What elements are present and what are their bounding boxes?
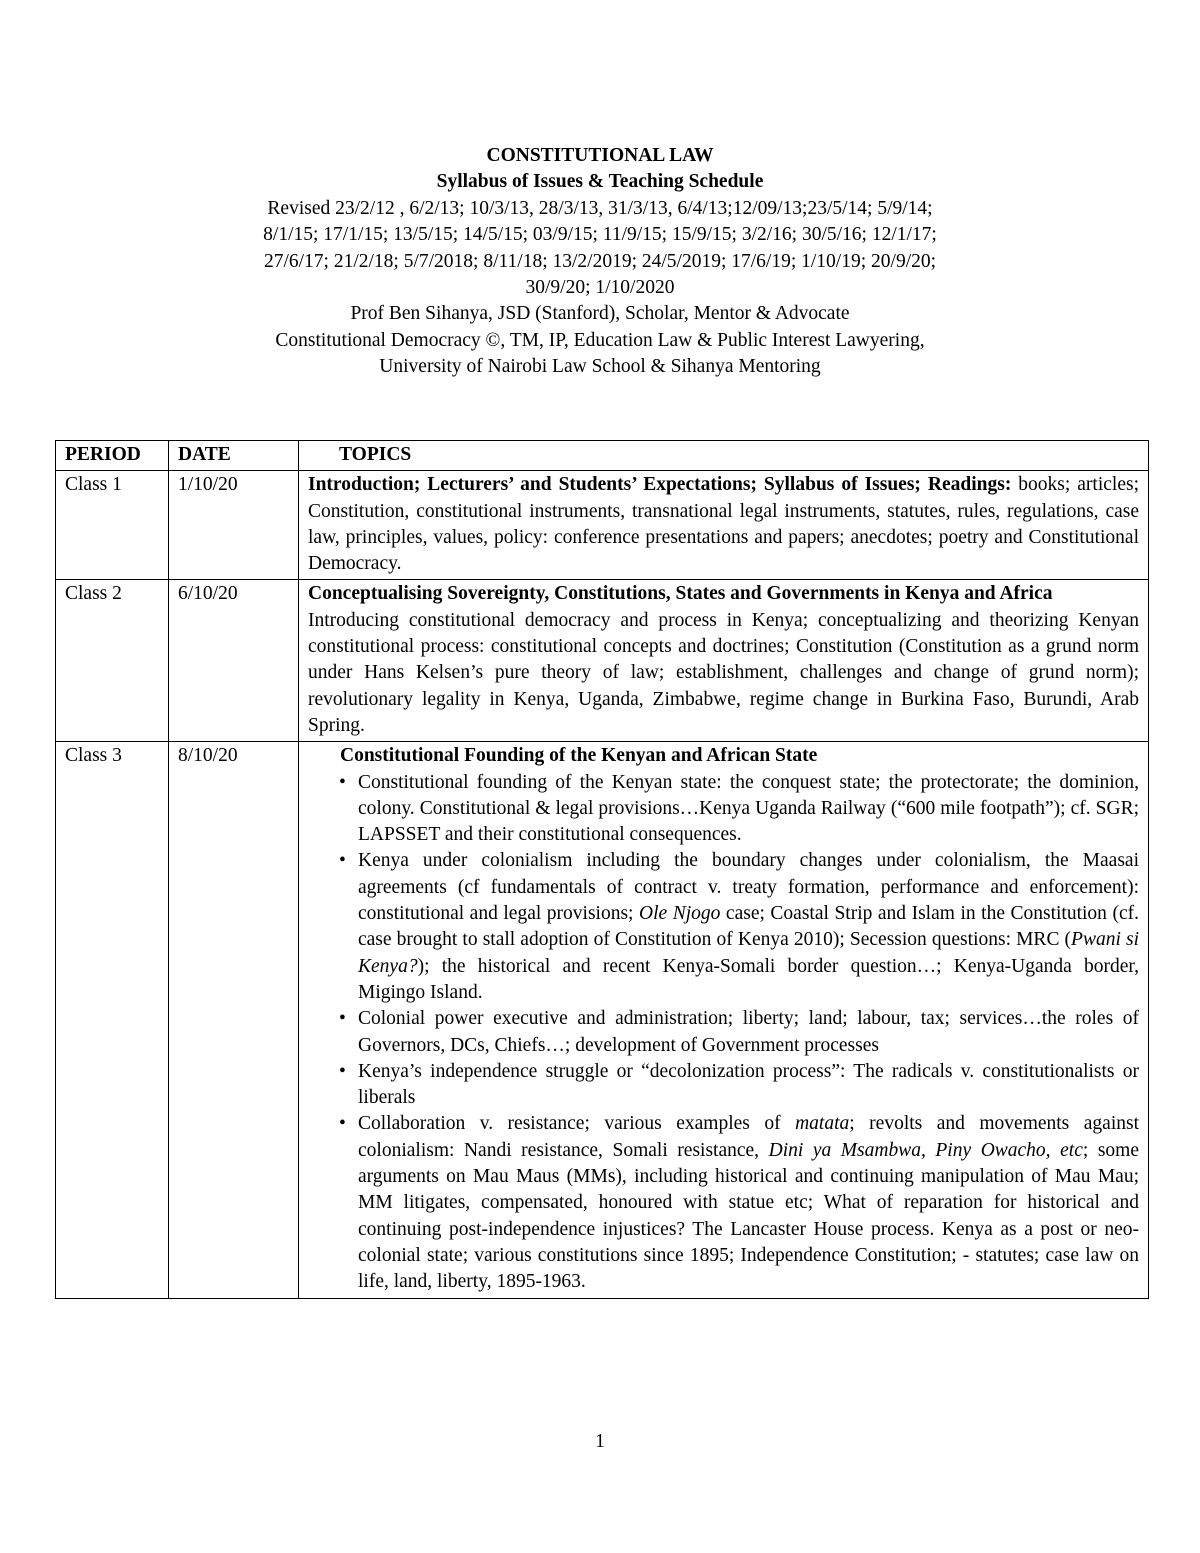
italic-text: Ole Njogo: [639, 903, 721, 925]
revision-dates-line: Revised 23/2/12 , 6/2/13; 10/3/13, 28/3/13, 31/3/13, 6/4/13;12/09/13;23/5/14; 5/9/14;: [267, 197, 933, 219]
affiliation-line: University of Nairobi Law School & Sihanya Mentoring: [379, 356, 821, 378]
column-header-topics: TOPICS: [299, 441, 1149, 471]
italic-text: Pwani si Kenya?: [358, 929, 1139, 977]
topic-paragraph: [308, 581, 1139, 607]
bullet-item: [358, 1111, 1139, 1295]
period-cell: Class 1: [56, 471, 169, 580]
bold-text: Conceptualising Sovereignty, Constitutions, States and Governments in Kenya and Africa: [308, 583, 1053, 605]
bullet-item: [358, 1006, 1139, 1059]
column-header-date: DATE: [169, 441, 299, 471]
table-row: [56, 580, 1149, 742]
author-line: Prof Ben Sihanya, JSD (Stanford), Scholar, Mentor & Advocate: [350, 303, 850, 325]
bullet-item: [358, 1059, 1139, 1112]
text-segment: ); the historical and recent Kenya-Somali border question…; Kenya-Uganda border, Migingo Island.: [358, 955, 1139, 1003]
text-segment: Constitutional founding of the Kenyan state: the conquest state; the protectorate; the dominion, colony. Constitutional & legal provisions…Kenya Uganda Railway (“600 mile footpath”); cf. SGR; LAPSSET and their constitutional consequences.: [358, 771, 1139, 846]
column-header-period: PERIOD: [56, 441, 169, 471]
text-segment: Colonial power executive and administration; liberty; land; labour, tax; services…the roles of Governors, DCs, Chiefs…; development of Government processes: [358, 1008, 1139, 1056]
text-segment: Kenya under colonialism including the boundary changes under colonialism, the Maasai agreements (cf fundamentals of contract v. treaty formation, performance and enforcement): constitutional and legal provisions;: [358, 850, 1139, 925]
text-segment: Collaboration v. resistance; various examples of: [358, 1113, 796, 1135]
period-cell: Class 3: [56, 742, 169, 1298]
topics-cell: [299, 580, 1149, 742]
bold-text: Introduction; Lecturers’ and Students’ Expectations; Syllabus of Issues;: [308, 474, 928, 496]
period-cell: Class 2: [56, 580, 169, 742]
revision-dates-line: 30/9/20; 1/10/2020: [525, 277, 675, 299]
italic-text: Dini ya Msambwa, Piny Owacho, etc: [768, 1139, 1083, 1161]
date-cell: 8/10/20: [169, 742, 299, 1298]
topics-cell: [299, 471, 1149, 580]
text-segment: Kenya’s independence struggle or “decolonization process”: The radicals v. constitutionalists or liberals: [358, 1060, 1139, 1109]
text-segment: Introducing constitutional democracy and process in Kenya; conceptualizing and theorizing Kenyan constitutional process: constitutional concepts and doctrines; Constitution (Constitution as a grund norm under Hans Kelsen’s pure theory of law; establishment, challenges and change of grund norm); revolutionary legality in Kenya, Uganda, Zimbabwe, regime change in Burkina Faso, Burundi, Arab Spring.: [308, 609, 1139, 736]
affiliation-line: Constitutional Democracy ©, TM, IP, Education Law & Public Interest Lawyering,: [275, 329, 925, 351]
date-cell: 1/10/20: [169, 471, 299, 580]
topic-paragraph: [308, 472, 1139, 577]
bullet-item: [358, 770, 1139, 849]
page-number: 1: [595, 1431, 605, 1452]
table-header-row: [56, 441, 1149, 471]
topic-bullet-list: [308, 770, 1139, 1296]
table-row: [56, 742, 1149, 1298]
topics-cell: [299, 742, 1149, 1298]
revision-dates-line: 27/6/17; 21/2/18; 5/7/2018; 8/11/18; 13/2/2019; 24/5/2019; 17/6/19; 1/10/19; 20/9/20;: [263, 250, 937, 272]
topic-heading: Constitutional Founding of the Kenyan and African State: [340, 745, 818, 767]
text-segment: ; some arguments on Mau Maus (MMs), including historical and continuing manipulation of Mau Mau; MM litigates, compensated, honoured with statue etc; What of reparation for historical and continuing post-independence injustices? The Lancaster House process. Kenya as a post or neo-colonial state; various constitutions since 1895; Independence Constitution; - statutes; case law on life, land, liberty, 1895-1963.: [358, 1139, 1139, 1293]
italic-text: matata: [795, 1113, 850, 1135]
document-subtitle: Syllabus of Issues & Teaching Schedule: [436, 171, 764, 193]
topic-paragraph: [308, 608, 1139, 739]
schedule-table: [55, 440, 1149, 1299]
text-segment: books; articles; Constitution, constitutional instruments, transnational legal instruments, statutes, rules, regulations, case law, principles, values, policy: conference presentations and papers; anecdotes; poetry and Constitutional Democracy.: [308, 474, 1139, 575]
date-cell: 6/10/20: [169, 580, 299, 742]
text-segment: ; revolts and movements against colonialism: Nandi resistance, Somali resistance,: [358, 1113, 1139, 1161]
revision-dates-line: 8/1/15; 17/1/15; 13/5/15; 14/5/15; 03/9/15; 11/9/15; 15/9/15; 3/2/16; 30/5/16; 12/1/17;: [263, 224, 937, 246]
table-row: [56, 471, 1149, 580]
bold-text: Readings:: [927, 474, 1012, 496]
bullet-item: [358, 848, 1139, 1006]
document-header: [0, 143, 1200, 381]
document-title: CONSTITUTIONAL LAW: [486, 145, 714, 166]
text-segment: case; Coastal Strip and Islam in the Constitution (cf. case brought to stall adoption of Constitution of Kenya 2010); Secession questions: MRC (: [358, 903, 1139, 951]
